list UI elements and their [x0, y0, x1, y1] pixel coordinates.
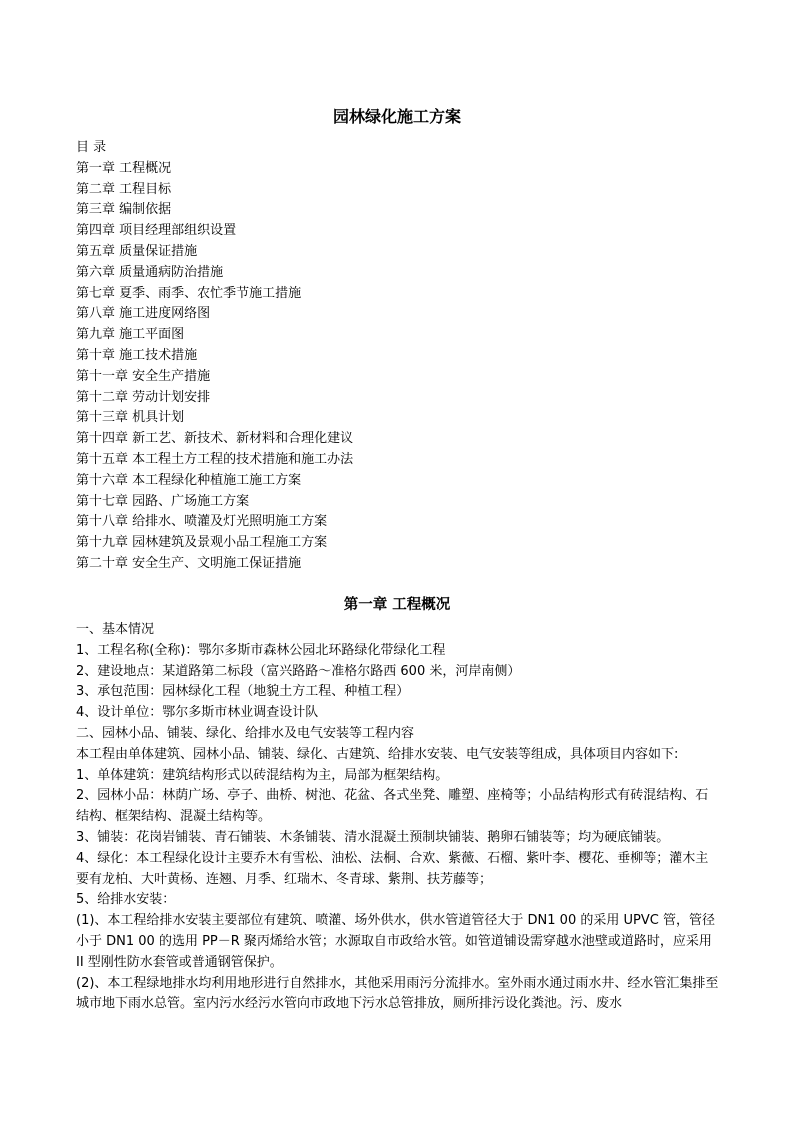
toc-item: 第七章 夏季、雨季、农忙季节施工措施 — [76, 285, 302, 301]
toc-item: 第二十章 安全生产、文明施工保证措施 — [76, 555, 302, 571]
toc-item: 第十九章 园林建筑及景观小品工程施工方案 — [76, 535, 328, 551]
body-paragraph: 3、铺装：花岗岩铺装、青石铺装、木条铺装、清水混凝土预制块铺装、鹅卵石铺装等；均为硬底铺装。 — [76, 829, 670, 845]
toc-item: 第十五章 本工程土方工程的技术措施和施工办法 — [76, 451, 354, 467]
body-paragraph: 3、承包范围：园林绿化工程（地貌土方工程、种植工程） — [76, 684, 410, 700]
toc-item: 第四章 项目经理部组织设置 — [76, 223, 237, 239]
body-paragraph: 2、建设地点：某道路第二标段（富兴路路～准格尔路西 600 米，河岸南侧） — [76, 663, 521, 679]
toc-item: 第十三章 机具计划 — [76, 410, 185, 426]
toc-item: 第一章 工程概况 — [76, 160, 172, 176]
body-paragraph: 本工程由单体建筑、园林小品、铺装、绿化、古建筑、给排水安装、电气安装等组成，具体项目内容如下: — [76, 746, 679, 762]
document-title: 园林绿化施工方案 — [332, 107, 461, 126]
toc-item: 第十七章 园路、广场施工方案 — [76, 493, 250, 509]
chapter-body — [76, 620, 719, 1015]
toc-item: 第十章 施工技术措施 — [76, 347, 198, 363]
toc-item: 第三章 编制依据 — [76, 202, 172, 218]
toc-item: 第八章 施工进度网络图 — [76, 306, 211, 322]
body-paragraph: 5、给排水安装： — [76, 892, 176, 908]
body-paragraph: 2、园林小品：林荫广场、亭子、曲桥、树池、花盆、各式坐凳、雕塑、座椅等；小品结构形式有砖混结构、石结构、框架结构、混凝土结构等。 — [76, 788, 709, 825]
table-of-contents — [76, 138, 716, 575]
toc-item: 第六章 质量通病防治措施 — [76, 264, 224, 280]
toc-heading: 目 录 — [76, 140, 107, 155]
toc-item: 第九章 施工平面图 — [76, 327, 185, 343]
toc-item: 第十二章 劳动计划安排 — [76, 389, 211, 405]
toc-item: 第五章 质量保证措施 — [76, 243, 198, 259]
toc-item: 第十八章 给排水、喷灌及灯光照明施工方案 — [76, 514, 328, 530]
body-paragraph: (1)、本工程给排水安装主要部位有建筑、喷灌、场外供水，供水管道管径大于 DN1 00 的采用 UPVC 管，管径小于 DN1 00 的选用 PP－R 聚丙烯给水管；水源取自市政给水管。如管道铺设需穿越水池壁或道路时，应采用 II 型刚性防水套管或普通钢管保护。 — [76, 913, 715, 970]
section-heading: 一、基本情况 — [76, 622, 155, 637]
body-paragraph: (2)、本工程绿地排水均利用地形进行自然排水，其他采用雨污分流排水。室外雨水通过雨水井、经水管汇集排至城市地下雨水总管。室内污水经污水管向市政地下污水总管排放，厕所排污设化粪池。污、废水 — [76, 975, 719, 1012]
toc-item: 第十一章 安全生产措施 — [76, 368, 211, 384]
toc-item: 第十四章 新工艺、新技术、新材料和合理化建议 — [76, 431, 354, 447]
toc-item: 第十六章 本工程绿化种植施工施工方案 — [76, 472, 302, 488]
body-paragraph: 1、工程名称(全称)：鄂尔多斯市森林公园北环路绿化带绿化工程 — [76, 642, 446, 658]
toc-item: 第二章 工程目标 — [76, 181, 172, 197]
body-paragraph: 4、设计单位：鄂尔多斯市林业调查设计队 — [76, 705, 319, 721]
body-paragraph: 1、单体建筑：建筑结构形式以砖混结构为主，局部为框架结构。 — [76, 767, 449, 783]
chapter-title: 第一章 工程概况 — [343, 597, 451, 613]
body-paragraph: 4、绿化：本工程绿化设计主要乔木有雪松、油松、法桐、合欢、紫薇、石榴、紫叶李、樱花、垂柳等；灌木主要有龙柏、大叶黄杨、连翘、月季、红瑞木、冬青球、紫荆、扶芳藤等； — [76, 850, 709, 887]
section-heading: 二、园林小品、铺装、绿化、给排水及电气安装等工程内容 — [76, 725, 415, 741]
